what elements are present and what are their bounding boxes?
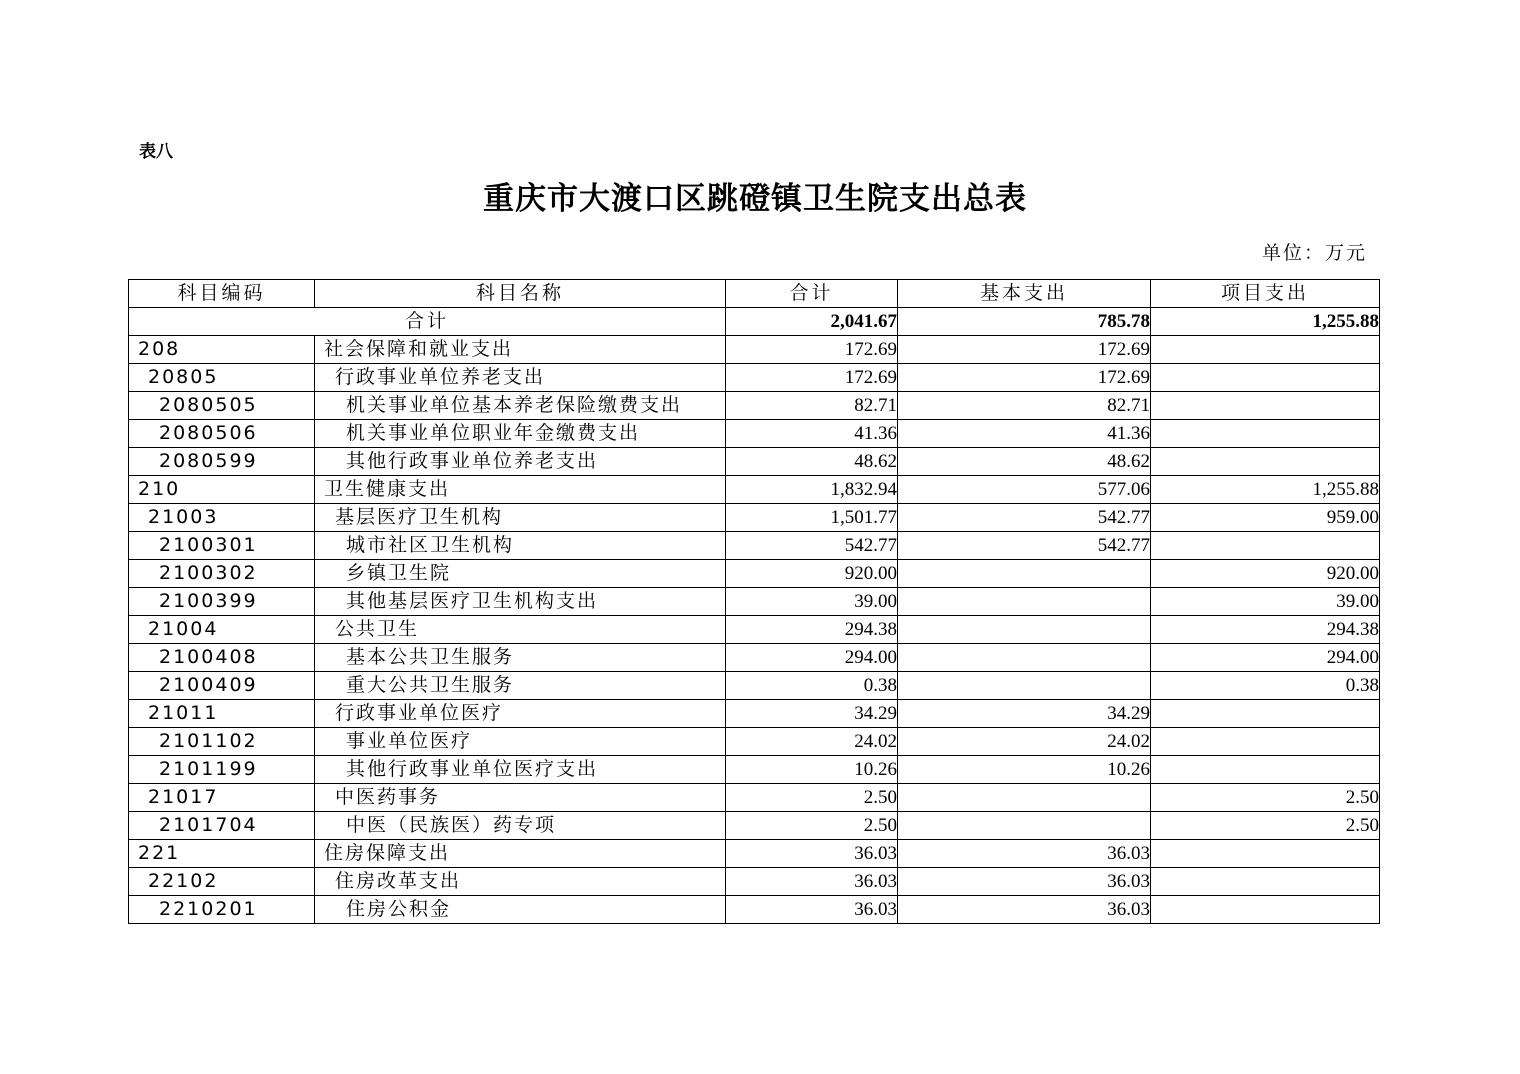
table-row (129, 728, 1380, 756)
total-row-basic: 785.78 (898, 308, 1151, 336)
table-row (129, 756, 1380, 784)
row-total-cell: 2.50 (726, 812, 898, 840)
row-name-cell: 机关事业单位基本养老保险缴费支出 (315, 392, 726, 420)
row-total-cell: 0.38 (726, 672, 898, 700)
row-project-cell: 0.38 (1151, 672, 1380, 700)
header-project: 项目支出 (1151, 280, 1380, 308)
row-name-cell: 机关事业单位职业年金缴费支出 (315, 420, 726, 448)
row-total-cell: 24.02 (726, 728, 898, 756)
row-code-cell: 2101102 (129, 728, 315, 756)
row-basic-cell: 172.69 (898, 336, 1151, 364)
header-name: 科目名称 (315, 280, 726, 308)
total-row-label: 合计 (129, 308, 726, 336)
row-total-cell: 1,832.94 (726, 476, 898, 504)
row-project-cell (1151, 700, 1380, 728)
row-code-cell: 2100408 (129, 644, 315, 672)
table-row (129, 700, 1380, 728)
row-code-cell: 208 (129, 336, 315, 364)
row-name-cell: 行政事业单位医疗 (315, 700, 726, 728)
row-project-cell: 294.38 (1151, 616, 1380, 644)
total-row (129, 308, 1380, 336)
row-code-cell: 2100301 (129, 532, 315, 560)
page-title: 重庆市大渡口区跳磴镇卫生院支出总表 (483, 181, 1027, 217)
row-project-cell (1151, 364, 1380, 392)
row-code-cell: 2080506 (129, 420, 315, 448)
expense-summary-table (128, 279, 1380, 924)
table-body (129, 308, 1380, 924)
header-row (129, 280, 1380, 308)
row-name-cell: 中医（民族医）药专项 (315, 812, 726, 840)
table-row (129, 336, 1380, 364)
row-project-cell (1151, 840, 1380, 868)
row-name-cell: 重大公共卫生服务 (315, 672, 726, 700)
row-project-cell (1151, 392, 1380, 420)
row-code-cell: 21017 (129, 784, 315, 812)
row-total-cell: 36.03 (726, 868, 898, 896)
table-row (129, 840, 1380, 868)
table-row (129, 560, 1380, 588)
row-name-cell: 住房保障支出 (315, 840, 726, 868)
header-total: 合计 (726, 280, 898, 308)
row-name-cell: 基层医疗卫生机构 (315, 504, 726, 532)
row-basic-cell (898, 560, 1151, 588)
row-total-cell: 36.03 (726, 840, 898, 868)
row-total-cell: 294.38 (726, 616, 898, 644)
table-row (129, 364, 1380, 392)
row-project-cell (1151, 532, 1380, 560)
table-label: 表八 (139, 142, 173, 162)
row-basic-cell: 36.03 (898, 896, 1151, 924)
row-code-cell: 2080505 (129, 392, 315, 420)
table-row (129, 896, 1380, 924)
row-name-cell: 其他基层医疗卫生机构支出 (315, 588, 726, 616)
row-total-cell: 36.03 (726, 896, 898, 924)
row-basic-cell: 542.77 (898, 504, 1151, 532)
row-name-cell: 中医药事务 (315, 784, 726, 812)
row-basic-cell (898, 672, 1151, 700)
row-total-cell: 920.00 (726, 560, 898, 588)
row-name-cell: 社会保障和就业支出 (315, 336, 726, 364)
row-project-cell: 1,255.88 (1151, 476, 1380, 504)
row-total-cell: 48.62 (726, 448, 898, 476)
row-total-cell: 172.69 (726, 336, 898, 364)
row-code-cell: 2100302 (129, 560, 315, 588)
row-project-cell (1151, 868, 1380, 896)
row-name-cell: 城市社区卫生机构 (315, 532, 726, 560)
row-project-cell: 294.00 (1151, 644, 1380, 672)
row-total-cell: 34.29 (726, 700, 898, 728)
row-project-cell (1151, 756, 1380, 784)
row-project-cell: 2.50 (1151, 784, 1380, 812)
table-row (129, 392, 1380, 420)
unit-note: 单位：万元 (1261, 242, 1367, 264)
table-row (129, 616, 1380, 644)
row-code-cell: 2101199 (129, 756, 315, 784)
row-code-cell: 21004 (129, 616, 315, 644)
total-row-total: 2,041.67 (726, 308, 898, 336)
row-code-cell: 221 (129, 840, 315, 868)
row-total-cell: 2.50 (726, 784, 898, 812)
row-code-cell: 22102 (129, 868, 315, 896)
row-name-cell: 卫生健康支出 (315, 476, 726, 504)
table-row (129, 784, 1380, 812)
table-row (129, 588, 1380, 616)
row-total-cell: 1,501.77 (726, 504, 898, 532)
row-project-cell (1151, 336, 1380, 364)
row-name-cell: 住房公积金 (315, 896, 726, 924)
row-code-cell: 2101704 (129, 812, 315, 840)
table-row (129, 812, 1380, 840)
table-row (129, 448, 1380, 476)
row-total-cell: 82.71 (726, 392, 898, 420)
row-name-cell: 乡镇卫生院 (315, 560, 726, 588)
row-basic-cell (898, 644, 1151, 672)
row-name-cell: 公共卫生 (315, 616, 726, 644)
row-project-cell: 2.50 (1151, 812, 1380, 840)
table-row (129, 504, 1380, 532)
row-total-cell: 294.00 (726, 644, 898, 672)
row-basic-cell: 48.62 (898, 448, 1151, 476)
row-code-cell: 210 (129, 476, 315, 504)
total-row-project: 1,255.88 (1151, 308, 1380, 336)
row-basic-cell: 10.26 (898, 756, 1151, 784)
table-row (129, 420, 1380, 448)
row-basic-cell: 36.03 (898, 840, 1151, 868)
row-code-cell: 2080599 (129, 448, 315, 476)
row-name-cell: 其他行政事业单位医疗支出 (315, 756, 726, 784)
row-project-cell (1151, 896, 1380, 924)
table-row (129, 644, 1380, 672)
row-basic-cell (898, 616, 1151, 644)
table-row (129, 532, 1380, 560)
row-code-cell: 21011 (129, 700, 315, 728)
row-project-cell: 920.00 (1151, 560, 1380, 588)
row-name-cell: 行政事业单位养老支出 (315, 364, 726, 392)
row-basic-cell: 82.71 (898, 392, 1151, 420)
row-basic-cell (898, 812, 1151, 840)
row-basic-cell: 577.06 (898, 476, 1151, 504)
row-code-cell: 2210201 (129, 896, 315, 924)
row-name-cell: 其他行政事业单位养老支出 (315, 448, 726, 476)
row-total-cell: 41.36 (726, 420, 898, 448)
row-basic-cell: 36.03 (898, 868, 1151, 896)
row-basic-cell: 34.29 (898, 700, 1151, 728)
row-total-cell: 39.00 (726, 588, 898, 616)
row-code-cell: 21003 (129, 504, 315, 532)
header-code: 科目编码 (129, 280, 315, 308)
row-total-cell: 542.77 (726, 532, 898, 560)
row-basic-cell (898, 588, 1151, 616)
row-code-cell: 2100409 (129, 672, 315, 700)
row-basic-cell: 172.69 (898, 364, 1151, 392)
row-total-cell: 10.26 (726, 756, 898, 784)
row-project-cell: 39.00 (1151, 588, 1380, 616)
row-total-cell: 172.69 (726, 364, 898, 392)
row-name-cell: 住房改革支出 (315, 868, 726, 896)
row-project-cell (1151, 728, 1380, 756)
table-row (129, 672, 1380, 700)
table-row (129, 476, 1380, 504)
row-basic-cell: 41.36 (898, 420, 1151, 448)
table-row (129, 868, 1380, 896)
row-name-cell: 基本公共卫生服务 (315, 644, 726, 672)
row-project-cell (1151, 448, 1380, 476)
row-basic-cell: 542.77 (898, 532, 1151, 560)
row-basic-cell (898, 784, 1151, 812)
row-name-cell: 事业单位医疗 (315, 728, 726, 756)
row-project-cell: 959.00 (1151, 504, 1380, 532)
row-code-cell: 2100399 (129, 588, 315, 616)
row-basic-cell: 24.02 (898, 728, 1151, 756)
row-code-cell: 20805 (129, 364, 315, 392)
row-project-cell (1151, 420, 1380, 448)
header-basic: 基本支出 (898, 280, 1151, 308)
